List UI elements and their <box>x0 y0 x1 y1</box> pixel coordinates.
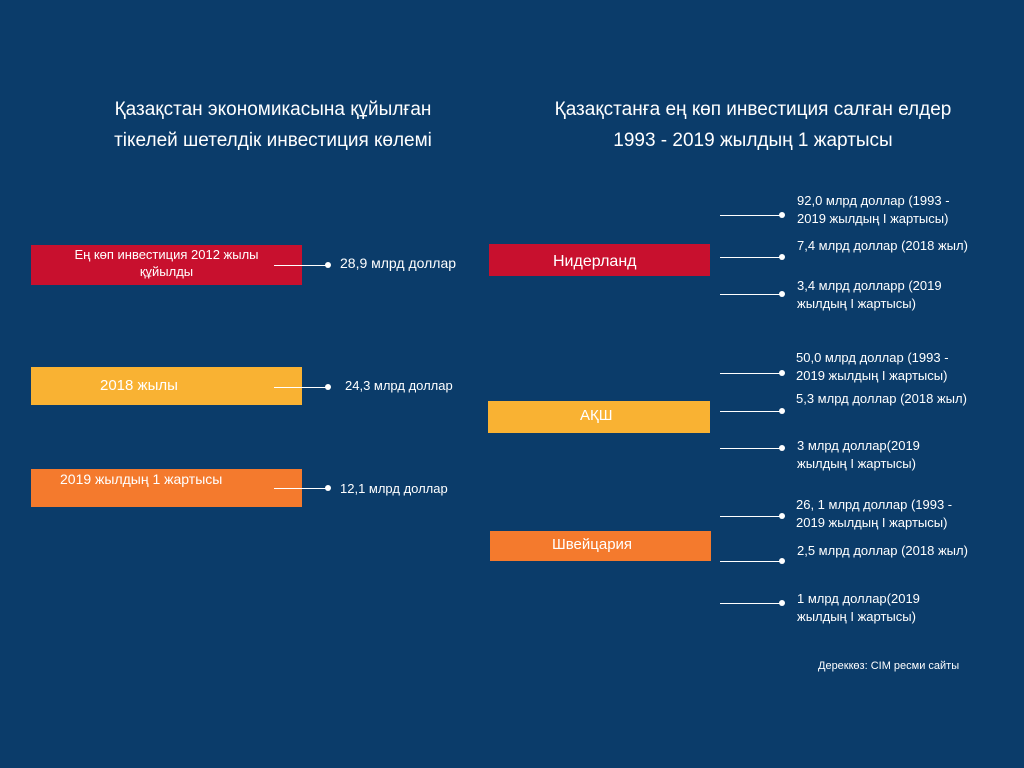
source-note: Дереккөз: CIM ресми сайты <box>818 660 960 672</box>
country-label-switzerland: Швейцария <box>552 536 633 553</box>
country-bar-netherlands <box>489 244 710 276</box>
ch-value-1: 26, 1 млрд доллар (1993 - 2019 жылдың I жартысы) <box>796 497 953 530</box>
left-connector-2012 <box>274 265 328 266</box>
left-bar-2012-label: Ең көп инвестиция 2012 жылы құйылды <box>74 247 259 279</box>
left-bar-2018-label: 2018 жылы <box>100 377 178 394</box>
ch-value-3: 1 млрд доллар(2019 жылдың I жартысы) <box>797 591 920 624</box>
country-bar-switzerland <box>490 531 711 561</box>
usa-dot-2 <box>779 408 785 414</box>
left-bar-2019-label: 2019 жылдың 1 жартысы <box>60 471 223 487</box>
left-bar-2019 <box>31 469 302 507</box>
right-title-line2: 1993 - 2019 жылдың 1 жартысы <box>613 130 893 151</box>
ch-dot-2 <box>779 558 785 564</box>
usa-connector-2 <box>720 411 782 412</box>
left-dot-2019 <box>325 485 331 491</box>
left-value-2019: 12,1 млрд доллар <box>340 481 448 496</box>
usa-value-3: 3 млрд доллар(2019 жылдың I жартысы) <box>797 438 920 471</box>
nl-value-3: 3,4 млрд долларр (2019 жылдың I жартысы) <box>797 278 942 311</box>
left-bar-2018 <box>31 367 302 405</box>
ch-value-2: 2,5 млрд доллар (2018 жыл) <box>797 543 968 558</box>
left-title: Қазақстан экономикасына құйылған тікелей шетелдік инвестиция көлемі <box>114 99 432 151</box>
nl-dot-2 <box>779 254 785 260</box>
usa-value-2: 5,3 млрд доллар (2018 жыл) <box>796 391 967 406</box>
nl-connector-3 <box>720 294 782 295</box>
nl-value-1: 92,0 млрд доллар (1993 - 2019 жылдың I жартысы) <box>797 193 950 226</box>
left-value-2012: 28,9 млрд доллар <box>340 255 457 271</box>
left-bar-2012 <box>31 245 302 285</box>
country-label-netherlands: Нидерланд <box>553 253 637 270</box>
right-title-line1: Қазақстанға ең көп инвестиция салған елдер <box>554 99 952 120</box>
ch-connector-3 <box>720 603 782 604</box>
left-connector-2019 <box>274 488 328 489</box>
nl-dot-3 <box>779 291 785 297</box>
ch-dot-3 <box>779 600 785 606</box>
left-connector-2018 <box>274 387 328 388</box>
nl-connector-1 <box>720 215 782 216</box>
left-dot-2018 <box>325 384 331 390</box>
nl-dot-1 <box>779 212 785 218</box>
left-dot-2012 <box>325 262 331 268</box>
ch-connector-2 <box>720 561 782 562</box>
usa-value-1: 50,0 млрд доллар (1993 - 2019 жылдың I жартысы) <box>796 350 949 383</box>
left-value-2018: 24,3 млрд доллар <box>345 378 453 393</box>
nl-value-2: 7,4 млрд доллар (2018 жыл) <box>797 238 968 253</box>
nl-connector-2 <box>720 257 782 258</box>
right-title <box>510 94 996 156</box>
country-label-usa: АҚШ <box>580 407 613 424</box>
usa-dot-3 <box>779 445 785 451</box>
ch-connector-1 <box>720 516 782 517</box>
usa-connector-3 <box>720 448 782 449</box>
usa-dot-1 <box>779 370 785 376</box>
ch-dot-1 <box>779 513 785 519</box>
usa-connector-1 <box>720 373 782 374</box>
country-bar-usa <box>488 401 710 433</box>
